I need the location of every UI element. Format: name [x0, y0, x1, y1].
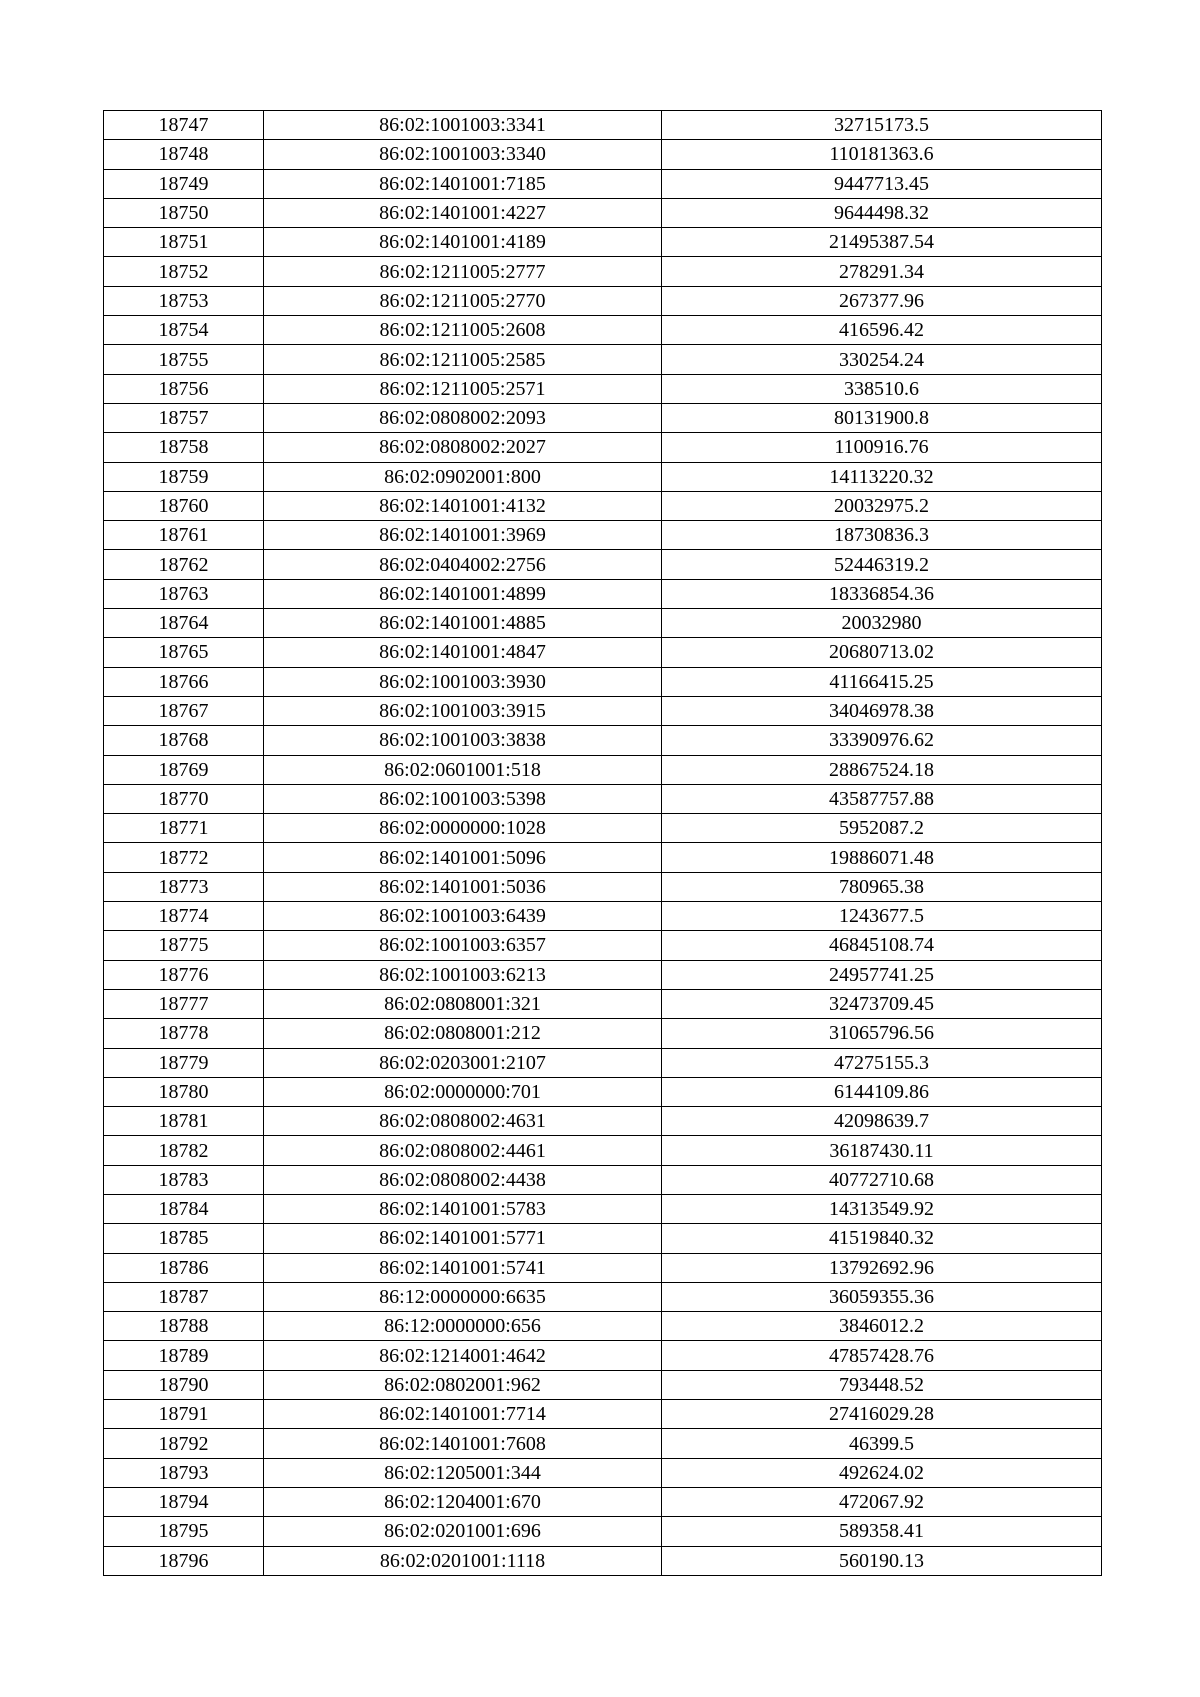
row-number-cell: 18774 — [104, 902, 264, 931]
cadastral-number-cell: 86:02:1211005:2571 — [264, 374, 662, 403]
row-number-cell: 18782 — [104, 1136, 264, 1165]
cadastral-number-cell: 86:02:1401001:5783 — [264, 1194, 662, 1223]
table-row — [104, 403, 1102, 432]
cadastral-number-cell: 86:02:1205001:344 — [264, 1458, 662, 1487]
cadastral-value-cell: 416596.42 — [662, 316, 1102, 345]
table-row — [104, 1341, 1102, 1370]
row-number-cell: 18781 — [104, 1107, 264, 1136]
cadastral-number-cell: 86:02:0201001:1118 — [264, 1546, 662, 1575]
cadastral-value-cell: 793448.52 — [662, 1370, 1102, 1399]
row-number-cell: 18778 — [104, 1019, 264, 1048]
table-row — [104, 1282, 1102, 1311]
cadastral-value-cell: 14113220.32 — [662, 462, 1102, 491]
cadastral-value-cell: 19886071.48 — [662, 843, 1102, 872]
row-number-cell: 18753 — [104, 286, 264, 315]
table-row — [104, 931, 1102, 960]
table-row — [104, 1370, 1102, 1399]
table-row — [104, 726, 1102, 755]
cadastral-number-cell: 86:02:0808001:321 — [264, 989, 662, 1018]
table-row — [104, 1077, 1102, 1106]
row-number-cell: 18788 — [104, 1312, 264, 1341]
cadastral-value-cell: 560190.13 — [662, 1546, 1102, 1575]
cadastral-value-cell: 492624.02 — [662, 1458, 1102, 1487]
cadastral-value-cell: 20680713.02 — [662, 638, 1102, 667]
cadastral-number-cell: 86:02:0808001:212 — [264, 1019, 662, 1048]
row-number-cell: 18759 — [104, 462, 264, 491]
row-number-cell: 18793 — [104, 1458, 264, 1487]
cadastral-number-cell: 86:02:1401001:5741 — [264, 1253, 662, 1282]
table-row — [104, 814, 1102, 843]
table-row — [104, 1019, 1102, 1048]
cadastral-number-cell: 86:02:1001003:3838 — [264, 726, 662, 755]
cadastral-number-cell: 86:02:1001003:3915 — [264, 696, 662, 725]
cadastral-number-cell: 86:02:1001003:3340 — [264, 140, 662, 169]
cadastral-number-cell: 86:02:0808002:2027 — [264, 433, 662, 462]
row-number-cell: 18763 — [104, 579, 264, 608]
cadastral-value-table — [103, 110, 1102, 1576]
table-row — [104, 198, 1102, 227]
cadastral-value-cell: 6144109.86 — [662, 1077, 1102, 1106]
row-number-cell: 18770 — [104, 784, 264, 813]
table-row — [104, 1517, 1102, 1546]
cadastral-number-cell: 86:02:1401001:4847 — [264, 638, 662, 667]
table-row — [104, 1224, 1102, 1253]
row-number-cell: 18757 — [104, 403, 264, 432]
cadastral-value-cell: 36187430.11 — [662, 1136, 1102, 1165]
table-row — [104, 609, 1102, 638]
row-number-cell: 18764 — [104, 609, 264, 638]
table-row — [104, 1400, 1102, 1429]
cadastral-number-cell: 86:02:1001003:6213 — [264, 960, 662, 989]
cadastral-number-cell: 86:02:0601001:518 — [264, 755, 662, 784]
cadastral-value-cell: 278291.34 — [662, 257, 1102, 286]
table-row — [104, 345, 1102, 374]
cadastral-number-cell: 86:02:1401001:7714 — [264, 1400, 662, 1429]
table-row — [104, 374, 1102, 403]
cadastral-value-cell: 24957741.25 — [662, 960, 1102, 989]
cadastral-number-cell: 86:02:1401001:5771 — [264, 1224, 662, 1253]
cadastral-number-cell: 86:02:1211005:2585 — [264, 345, 662, 374]
cadastral-number-cell: 86:02:0802001:962 — [264, 1370, 662, 1399]
row-number-cell: 18792 — [104, 1429, 264, 1458]
cadastral-number-cell: 86:02:1401001:4885 — [264, 609, 662, 638]
cadastral-value-cell: 41166415.25 — [662, 667, 1102, 696]
cadastral-number-cell: 86:02:1401001:7185 — [264, 169, 662, 198]
cadastral-number-cell: 86:02:1401001:7608 — [264, 1429, 662, 1458]
row-number-cell: 18766 — [104, 667, 264, 696]
cadastral-value-cell: 32715173.5 — [662, 111, 1102, 140]
cadastral-number-cell: 86:02:1001003:3930 — [264, 667, 662, 696]
cadastral-value-cell: 80131900.8 — [662, 403, 1102, 432]
cadastral-number-cell: 86:02:0404002:2756 — [264, 550, 662, 579]
row-number-cell: 18783 — [104, 1165, 264, 1194]
row-number-cell: 18779 — [104, 1048, 264, 1077]
cadastral-number-cell: 86:02:0808002:4631 — [264, 1107, 662, 1136]
cadastral-value-cell: 28867524.18 — [662, 755, 1102, 784]
row-number-cell: 18796 — [104, 1546, 264, 1575]
cadastral-value-cell: 338510.6 — [662, 374, 1102, 403]
cadastral-value-cell: 110181363.6 — [662, 140, 1102, 169]
cadastral-value-cell: 267377.96 — [662, 286, 1102, 315]
cadastral-value-cell: 33390976.62 — [662, 726, 1102, 755]
cadastral-number-cell: 86:02:0808002:4461 — [264, 1136, 662, 1165]
table-row — [104, 316, 1102, 345]
cadastral-value-cell: 13792692.96 — [662, 1253, 1102, 1282]
table-row — [104, 1312, 1102, 1341]
row-number-cell: 18771 — [104, 814, 264, 843]
cadastral-value-cell: 330254.24 — [662, 345, 1102, 374]
row-number-cell: 18758 — [104, 433, 264, 462]
table-row — [104, 1194, 1102, 1223]
row-number-cell: 18768 — [104, 726, 264, 755]
row-number-cell: 18751 — [104, 228, 264, 257]
row-number-cell: 18775 — [104, 931, 264, 960]
cadastral-number-cell: 86:02:1401001:5096 — [264, 843, 662, 872]
row-number-cell: 18752 — [104, 257, 264, 286]
cadastral-value-cell: 1243677.5 — [662, 902, 1102, 931]
table-row — [104, 111, 1102, 140]
cadastral-number-cell: 86:02:0808002:4438 — [264, 1165, 662, 1194]
row-number-cell: 18786 — [104, 1253, 264, 1282]
cadastral-number-cell: 86:02:1204001:670 — [264, 1487, 662, 1516]
cadastral-value-cell: 3846012.2 — [662, 1312, 1102, 1341]
cadastral-value-cell: 43587757.88 — [662, 784, 1102, 813]
table-row — [104, 1546, 1102, 1575]
table-row — [104, 550, 1102, 579]
row-number-cell: 18769 — [104, 755, 264, 784]
table-row — [104, 491, 1102, 520]
table-row — [104, 462, 1102, 491]
cadastral-number-cell: 86:02:1211005:2770 — [264, 286, 662, 315]
table-row — [104, 1136, 1102, 1165]
cadastral-value-cell: 47275155.3 — [662, 1048, 1102, 1077]
table-row — [104, 228, 1102, 257]
table-row — [104, 140, 1102, 169]
cadastral-value-cell: 36059355.36 — [662, 1282, 1102, 1311]
cadastral-value-cell: 42098639.7 — [662, 1107, 1102, 1136]
row-number-cell: 18784 — [104, 1194, 264, 1223]
row-number-cell: 18747 — [104, 111, 264, 140]
cadastral-value-cell: 34046978.38 — [662, 696, 1102, 725]
table-row — [104, 784, 1102, 813]
cadastral-value-cell: 31065796.56 — [662, 1019, 1102, 1048]
row-number-cell: 18750 — [104, 198, 264, 227]
table-row — [104, 1107, 1102, 1136]
row-number-cell: 18767 — [104, 696, 264, 725]
cadastral-number-cell: 86:02:0000000:1028 — [264, 814, 662, 843]
cadastral-number-cell: 86:02:1001003:5398 — [264, 784, 662, 813]
cadastral-number-cell: 86:02:1211005:2777 — [264, 257, 662, 286]
cadastral-value-cell: 46399.5 — [662, 1429, 1102, 1458]
row-number-cell: 18755 — [104, 345, 264, 374]
cadastral-value-cell: 21495387.54 — [662, 228, 1102, 257]
table-row — [104, 696, 1102, 725]
cadastral-value-cell: 52446319.2 — [662, 550, 1102, 579]
row-number-cell: 18772 — [104, 843, 264, 872]
row-number-cell: 18795 — [104, 1517, 264, 1546]
cadastral-number-cell: 86:12:0000000:6635 — [264, 1282, 662, 1311]
cadastral-number-cell: 86:02:0902001:800 — [264, 462, 662, 491]
table-row — [104, 755, 1102, 784]
row-number-cell: 18761 — [104, 521, 264, 550]
cadastral-number-cell: 86:02:1001003:3341 — [264, 111, 662, 140]
table-body — [104, 111, 1102, 1576]
row-number-cell: 18773 — [104, 872, 264, 901]
cadastral-value-cell: 20032975.2 — [662, 491, 1102, 520]
cadastral-number-cell: 86:02:1401001:4227 — [264, 198, 662, 227]
table-row — [104, 433, 1102, 462]
cadastral-value-cell: 41519840.32 — [662, 1224, 1102, 1253]
row-number-cell: 18756 — [104, 374, 264, 403]
cadastral-number-cell: 86:02:1001003:6357 — [264, 931, 662, 960]
table-row — [104, 1048, 1102, 1077]
row-number-cell: 18765 — [104, 638, 264, 667]
row-number-cell: 18762 — [104, 550, 264, 579]
cadastral-number-cell: 86:02:1214001:4642 — [264, 1341, 662, 1370]
row-number-cell: 18790 — [104, 1370, 264, 1399]
table-row — [104, 579, 1102, 608]
cadastral-value-cell: 20032980 — [662, 609, 1102, 638]
row-number-cell: 18777 — [104, 989, 264, 1018]
cadastral-value-cell: 9447713.45 — [662, 169, 1102, 198]
table-row — [104, 521, 1102, 550]
table-row — [104, 1487, 1102, 1516]
table-row — [104, 1253, 1102, 1282]
table-row — [104, 872, 1102, 901]
cadastral-number-cell: 86:02:1211005:2608 — [264, 316, 662, 345]
cadastral-number-cell: 86:02:0203001:2107 — [264, 1048, 662, 1077]
cadastral-number-cell: 86:02:1401001:5036 — [264, 872, 662, 901]
table-row — [104, 960, 1102, 989]
cadastral-value-cell: 27416029.28 — [662, 1400, 1102, 1429]
cadastral-value-cell: 5952087.2 — [662, 814, 1102, 843]
cadastral-value-cell: 46845108.74 — [662, 931, 1102, 960]
table-row — [104, 1429, 1102, 1458]
row-number-cell: 18794 — [104, 1487, 264, 1516]
cadastral-value-cell: 18730836.3 — [662, 521, 1102, 550]
table-row — [104, 257, 1102, 286]
table-row — [104, 989, 1102, 1018]
table-row — [104, 667, 1102, 696]
cadastral-number-cell: 86:02:1401001:3969 — [264, 521, 662, 550]
row-number-cell: 18789 — [104, 1341, 264, 1370]
row-number-cell: 18791 — [104, 1400, 264, 1429]
table-row — [104, 1458, 1102, 1487]
cadastral-number-cell: 86:02:0000000:701 — [264, 1077, 662, 1106]
cadastral-value-cell: 18336854.36 — [662, 579, 1102, 608]
row-number-cell: 18785 — [104, 1224, 264, 1253]
cadastral-value-cell: 1100916.76 — [662, 433, 1102, 462]
table-row — [104, 638, 1102, 667]
cadastral-value-cell: 47857428.76 — [662, 1341, 1102, 1370]
table-row — [104, 286, 1102, 315]
row-number-cell: 18760 — [104, 491, 264, 520]
row-number-cell: 18754 — [104, 316, 264, 345]
cadastral-value-cell: 780965.38 — [662, 872, 1102, 901]
cadastral-value-cell: 472067.92 — [662, 1487, 1102, 1516]
cadastral-number-cell: 86:12:0000000:656 — [264, 1312, 662, 1341]
table-row — [104, 902, 1102, 931]
cadastral-value-cell: 40772710.68 — [662, 1165, 1102, 1194]
cadastral-number-cell: 86:02:1401001:4189 — [264, 228, 662, 257]
cadastral-value-cell: 9644498.32 — [662, 198, 1102, 227]
cadastral-value-cell: 32473709.45 — [662, 989, 1102, 1018]
row-number-cell: 18780 — [104, 1077, 264, 1106]
table-row — [104, 1165, 1102, 1194]
cadastral-value-cell: 14313549.92 — [662, 1194, 1102, 1223]
cadastral-number-cell: 86:02:1001003:6439 — [264, 902, 662, 931]
cadastral-number-cell: 86:02:1401001:4899 — [264, 579, 662, 608]
cadastral-number-cell: 86:02:1401001:4132 — [264, 491, 662, 520]
row-number-cell: 18787 — [104, 1282, 264, 1311]
table-row — [104, 843, 1102, 872]
row-number-cell: 18748 — [104, 140, 264, 169]
cadastral-value-cell: 589358.41 — [662, 1517, 1102, 1546]
table-row — [104, 169, 1102, 198]
cadastral-number-cell: 86:02:0808002:2093 — [264, 403, 662, 432]
row-number-cell: 18749 — [104, 169, 264, 198]
cadastral-number-cell: 86:02:0201001:696 — [264, 1517, 662, 1546]
row-number-cell: 18776 — [104, 960, 264, 989]
